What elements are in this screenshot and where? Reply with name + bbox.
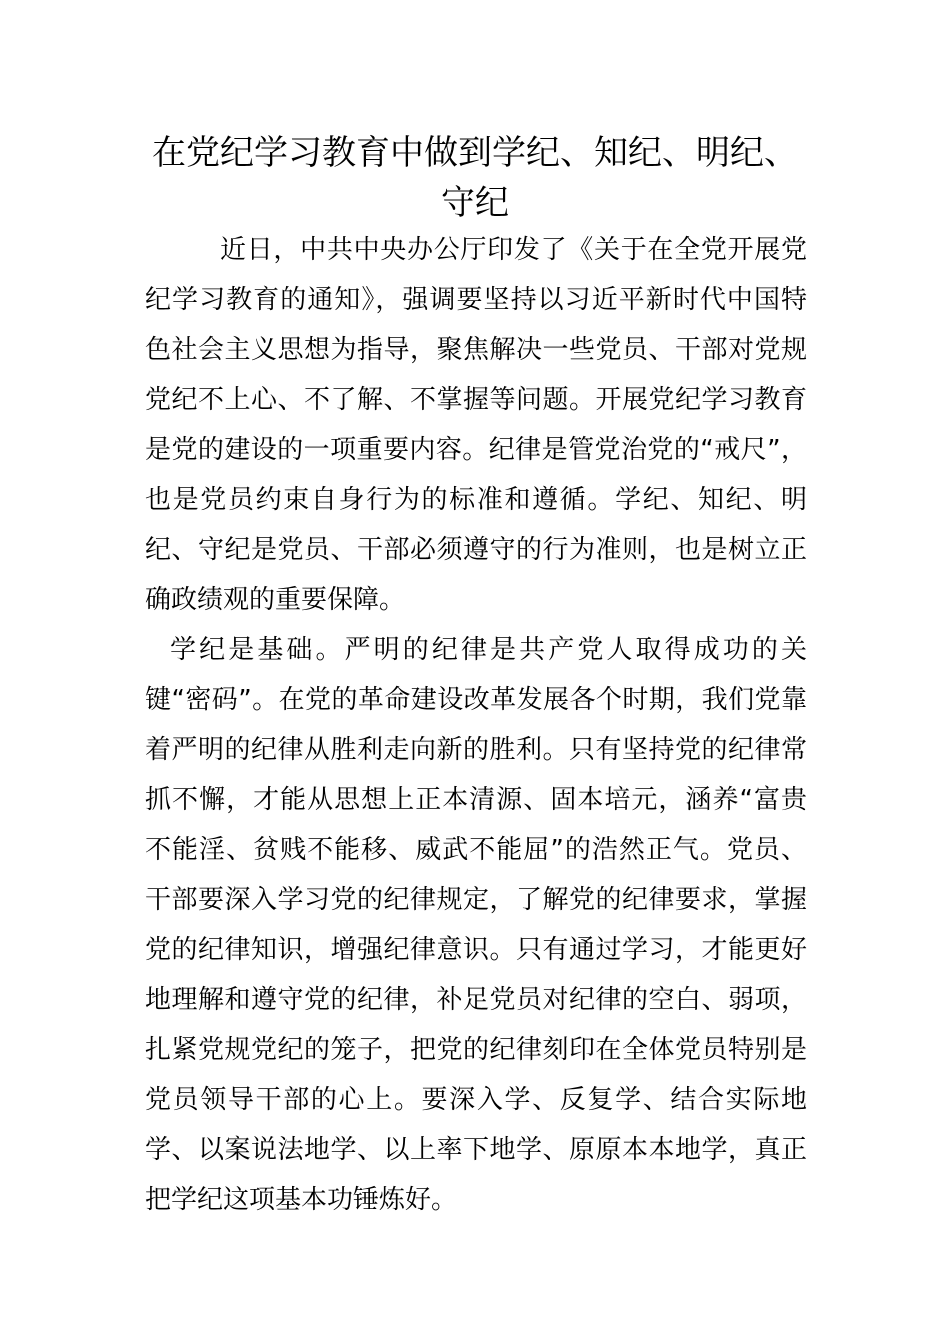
document-body: [145, 225, 807, 1225]
paragraph-study-discipline: 学纪是基础。严明的纪律是共产党人取得成功的关键“密码”。在党的革命建设改革发展各个时期，我们党靠着严明的纪律从胜利走向新的胜利。只有坚持党的纪律常抓不懈，才能从思想上正本清源、固本培元，涵养“富贵不能淫、贫贱不能移、威武不能屈”的浩然正气。党员、干部要深入学习党的纪律规定，了解党的纪律要求，掌握党的纪律知识，增强纪律意识。只有通过学习，才能更好地理解和遵守党的纪律，补足党员对纪律的空白、弱项，扎紧党规党纪的笼子，把党的纪律刻印在全体党员特别是党员领导干部的心上。要深入学、反复学、结合实际地学、以案说法地学、以上率下地学、原原本本地学，真正把学纪这项基本功锤炼好。: [145, 635, 807, 1215]
paragraph-intro: 近日，中共中央办公厅印发了《关于在全党开展党纪学习教育的通知》，强调要坚持以习近平新时代中国特色社会主义思想为指导，聚焦解决一些党员、干部对党规党纪不上心、不了解、不掌握等问题。开展党纪学习教育是党的建设的一项重要内容。纪律是管党治党的“戒尺”，也是党员约束自身行为的标准和遵循。学纪、知纪、明纪、守纪是党员、干部必须遵守的行为准则，也是树立正确政绩观的重要保障。: [145, 235, 807, 615]
document-title: 在党纪学习教育中做到学纪、知纪、明纪、守纪: [152, 133, 798, 223]
